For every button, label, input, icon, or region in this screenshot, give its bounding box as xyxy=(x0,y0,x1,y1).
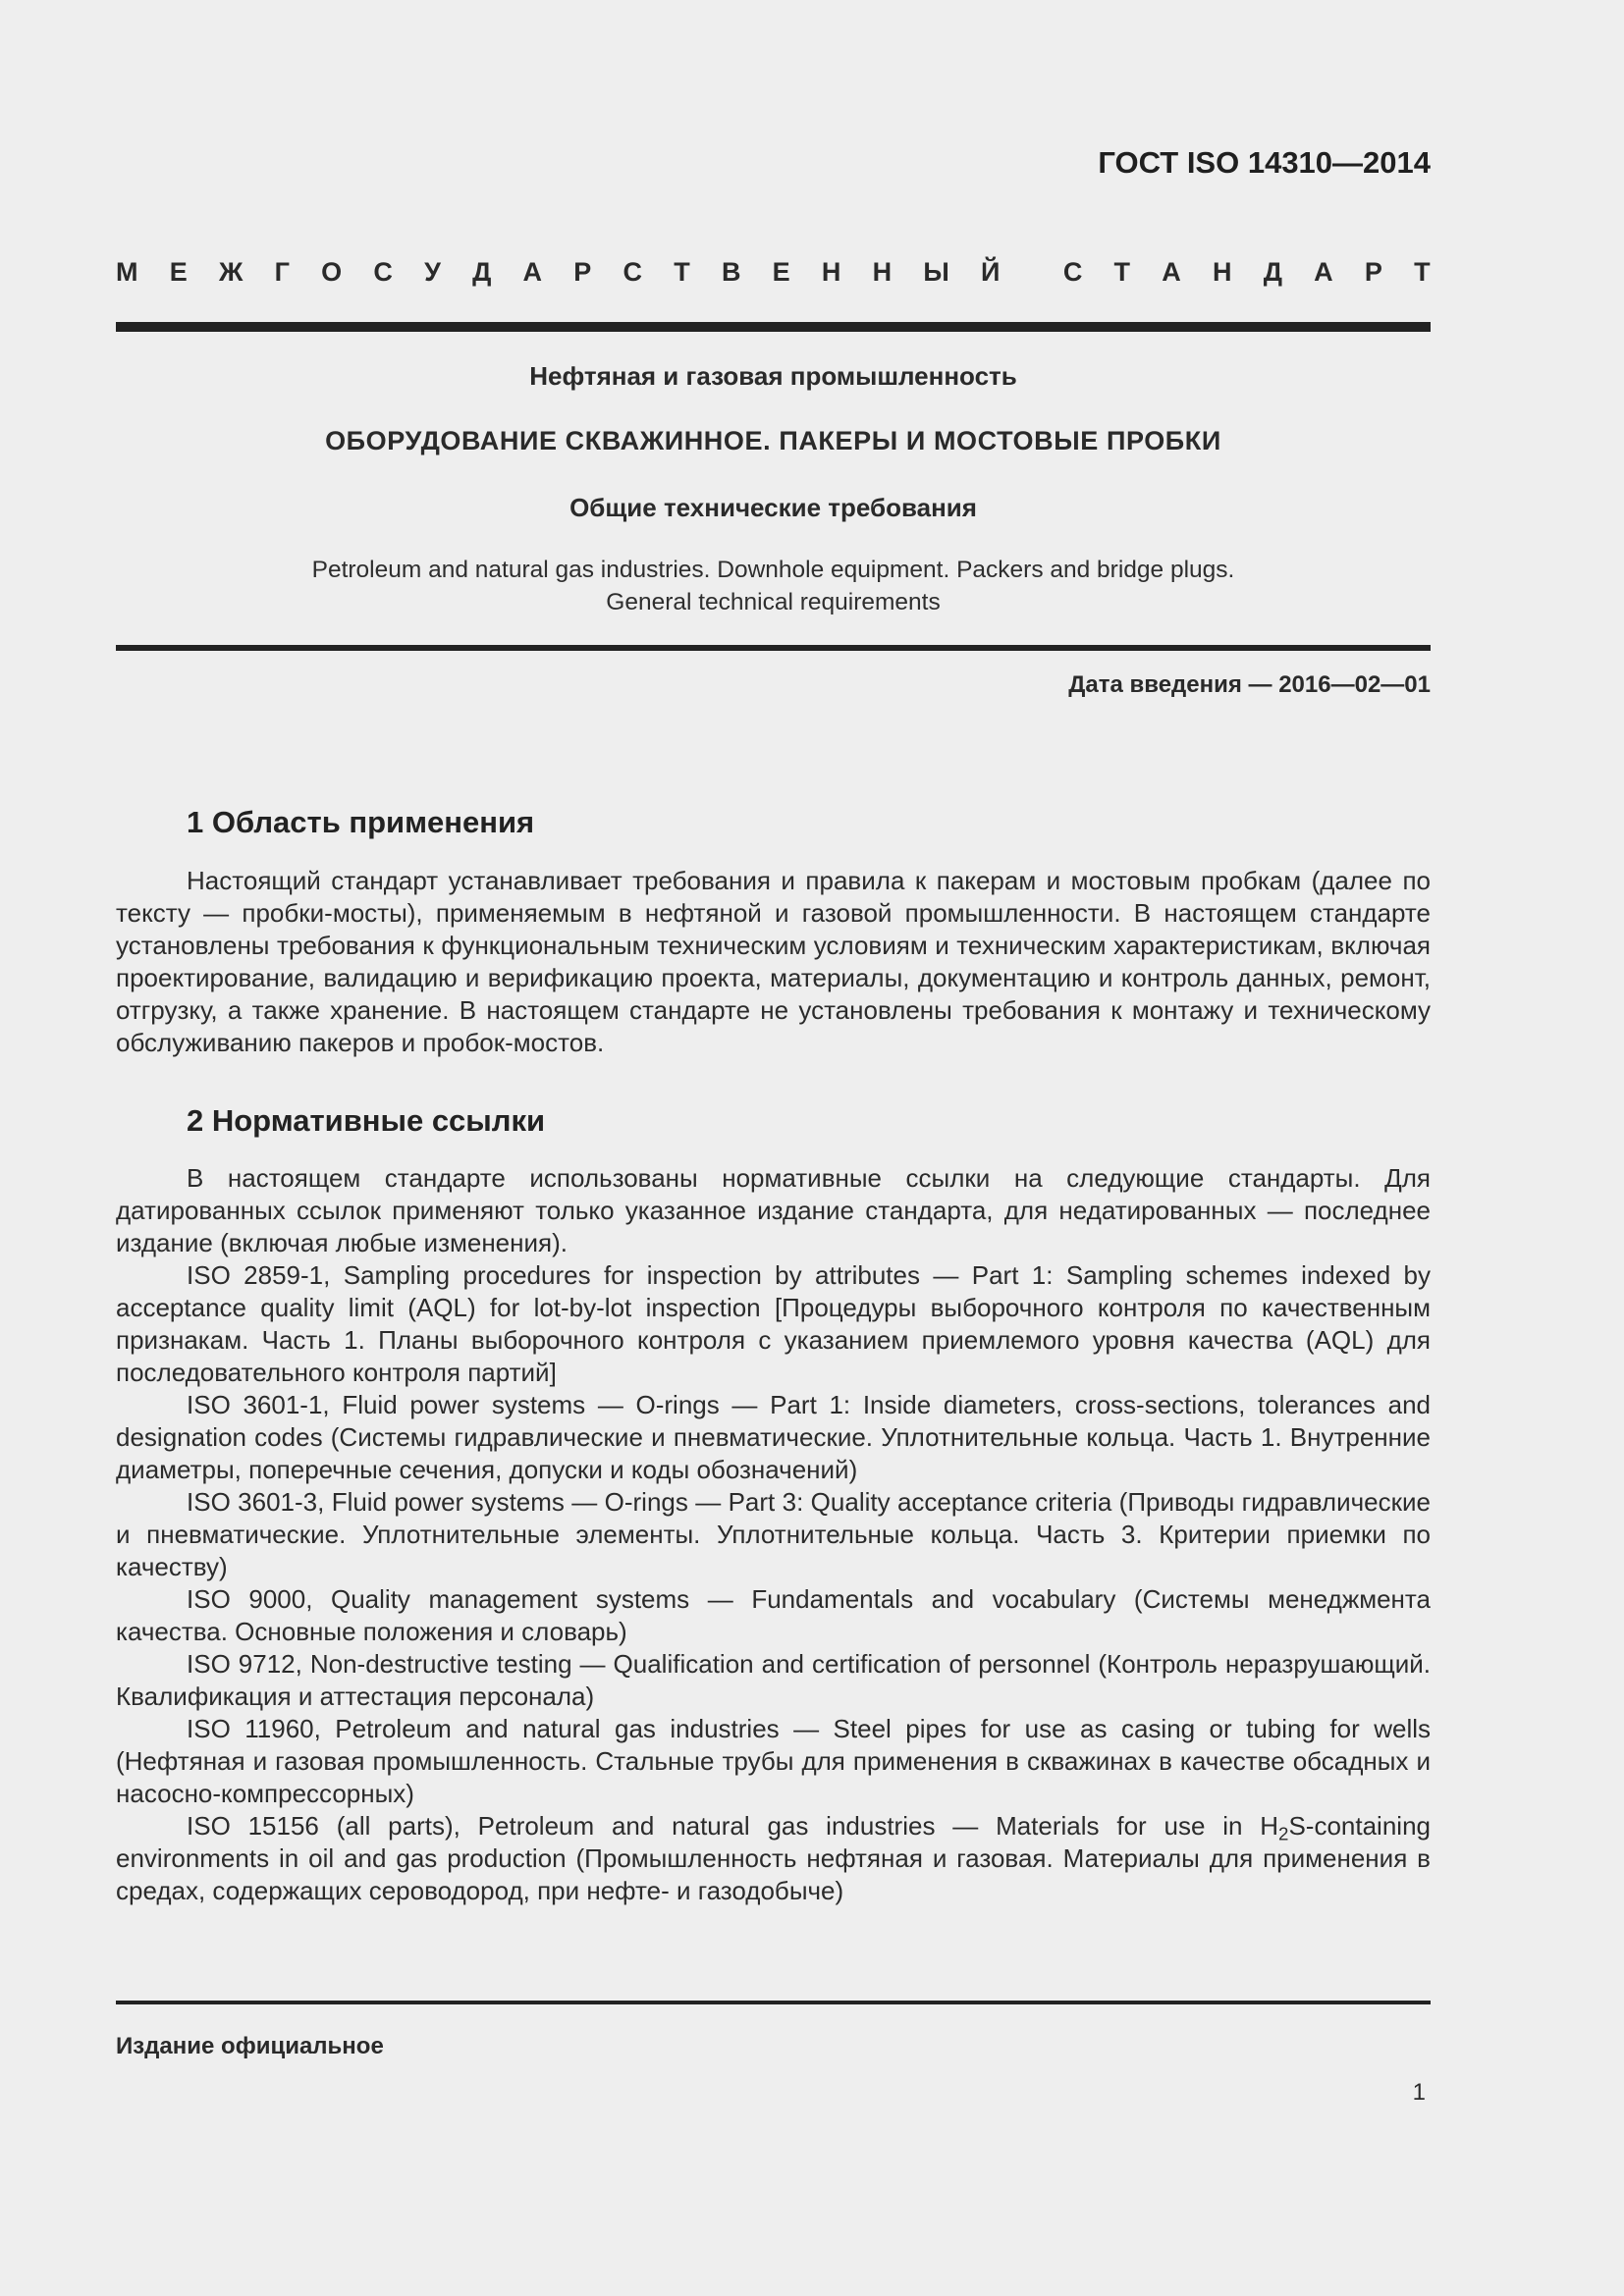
standard-type-letter: Ы xyxy=(923,257,949,287)
standard-type-letter: Т xyxy=(674,257,690,287)
standard-type-label xyxy=(116,257,1431,288)
standard-type-letter: Г xyxy=(274,257,290,287)
reference-item: ISO 2859-1, Sampling procedures for inspection by attributes — Part 1: Sampling schemes indexed by acceptance quality limit (AQL) for lot-by-lot inspection [Процедуры выборочного контроля по качественным признакам. Часть 1. Планы выборочного контроля с указанием приемлемого уровня качества (AQL) для последовательного контроля партий] xyxy=(116,1260,1431,1387)
standard-type-letter: Н xyxy=(1212,257,1232,287)
standard-type-letter: У xyxy=(424,257,441,287)
standard-type-letter: С xyxy=(1062,257,1083,287)
standard-type-letter: Т xyxy=(1113,257,1131,287)
reference-item: ISO 3601-3, Fluid power systems — O-rings — Part 3: Quality acceptance criteria (Приводы гидравлические и пневматические. Уплотнительные элементы. Уплотнительные кольца. Часть 3. Критерии приемки по качеству) xyxy=(116,1487,1431,1581)
standard-type-letter: Й xyxy=(980,257,1001,287)
reference-item: ISO 9712, Non-destructive testing — Qualification and certification of personnel (Контроль неразрушающий. Квалификация и аттестация персонала) xyxy=(116,1649,1431,1711)
footer-divider xyxy=(116,2001,1431,2004)
standard-type-letter: Р xyxy=(1364,257,1382,287)
section-heading-references: 2 Нормативные ссылки xyxy=(187,1103,546,1138)
standard-type-letter: А xyxy=(1314,257,1333,287)
standard-type-letter: О xyxy=(321,257,343,287)
standard-type-letter: Н xyxy=(872,257,893,287)
title-divider xyxy=(116,645,1431,651)
document-subtitle: Общие технические требования xyxy=(569,493,977,522)
subscript: 2 xyxy=(1278,1823,1289,1844)
standard-type-letter: С xyxy=(623,257,642,287)
standard-type-letter: М xyxy=(116,257,138,287)
industry-line: Нефтяная и газовая промышленность xyxy=(529,361,1017,391)
standard-type-letter: А xyxy=(1162,257,1181,287)
standard-type-letter: В xyxy=(721,257,741,287)
standard-type-letter: Т xyxy=(1414,257,1431,287)
reference-text: S-containing environments in oil and gas production (Промышленность нефтяная и газовая. Материалы для применения в средах, содержащих сероводород, при нефте- и газодобыче) xyxy=(116,1811,1431,1905)
english-title-line: Petroleum and natural gas industries. Downhole equipment. Packers and bridge plugs. xyxy=(311,557,1235,583)
reference-item: ISO 9000, Quality management systems — Fundamentals and vocabulary (Системы менеджмента качества. Основные положения и словарь) xyxy=(116,1584,1431,1646)
introduction-date: Дата введения — 2016—02—01 xyxy=(1068,671,1431,698)
paragraph: Настоящий стандарт устанавливает требования и правила к пакерам и мостовым пробкам (далее по тексту — пробки-мосты), применяемым в нефтяной и газовой промышленности. В настоящем стандарте установлены требования к функциональным техническим условиям и техническим характеристикам, включая проектирование, валидацию и верификацию проекта, материалы, документацию и контроль данных, ремонт, отгрузку, а также хранение. В настоящем стандарте не установлены требования к монтажу и техническому обслуживанию пакеров и пробок-мостов. xyxy=(116,866,1431,1057)
edition-label: Издание официальное xyxy=(116,2033,384,2059)
standard-type-letter: Ж xyxy=(218,257,244,287)
standard-type-letter: Р xyxy=(573,257,592,287)
english-title xyxy=(116,554,1431,618)
standard-type-letter: С xyxy=(373,257,393,287)
standard-type-letter: Е xyxy=(772,257,790,287)
page-number: 1 xyxy=(1412,2079,1426,2106)
standard-type-letter: Д xyxy=(472,257,492,287)
reference-item: ISO 11960, Petroleum and natural gas industries — Steel pipes for use as casing or tubing for wells (Нефтяная и газовая промышленность. Стальные трубы для применения в скважинах в качестве обсадных и насосно-компрессорных) xyxy=(116,1714,1431,1808)
standard-type-letter: Е xyxy=(169,257,188,287)
english-title-line: General technical requirements xyxy=(606,589,941,615)
section-scope-body xyxy=(116,865,1431,1059)
reference-text: ISO 15156 (all parts), Petroleum and natural gas industries — Materials for use in H xyxy=(187,1811,1279,1841)
standard-type-letter: Н xyxy=(821,257,841,287)
header-divider xyxy=(116,322,1431,332)
standard-type-letter: Д xyxy=(1263,257,1282,287)
document-number: ГОСТ ISO 14310—2014 xyxy=(1098,145,1431,180)
document-title: ОБОРУДОВАНИЕ СКВАЖИННОЕ. ПАКЕРЫ И МОСТОВЫЕ ПРОБКИ xyxy=(325,426,1221,455)
reference-item: ISO 3601-1, Fluid power systems — O-rings — Part 1: Inside diameters, cross-sections, tolerances and designation codes (Системы гидравлические и пневматические. Уплотнительные кольца. Часть 1. Внутренние диаметры, поперечные сечения, допуски и коды обозначений) xyxy=(116,1390,1431,1484)
standard-type-letter: А xyxy=(522,257,543,287)
section-heading-scope: 1 Область применения xyxy=(187,805,535,839)
section-references-body xyxy=(116,1162,1431,1907)
reference-item xyxy=(116,1810,1431,1907)
paragraph: В настоящем стандарте использованы нормативные ссылки на следующие стандарты. Для датированных ссылок применяют только указанное издание стандарта, для недатированных — последнее издание (включая любые изменения). xyxy=(116,1163,1431,1257)
